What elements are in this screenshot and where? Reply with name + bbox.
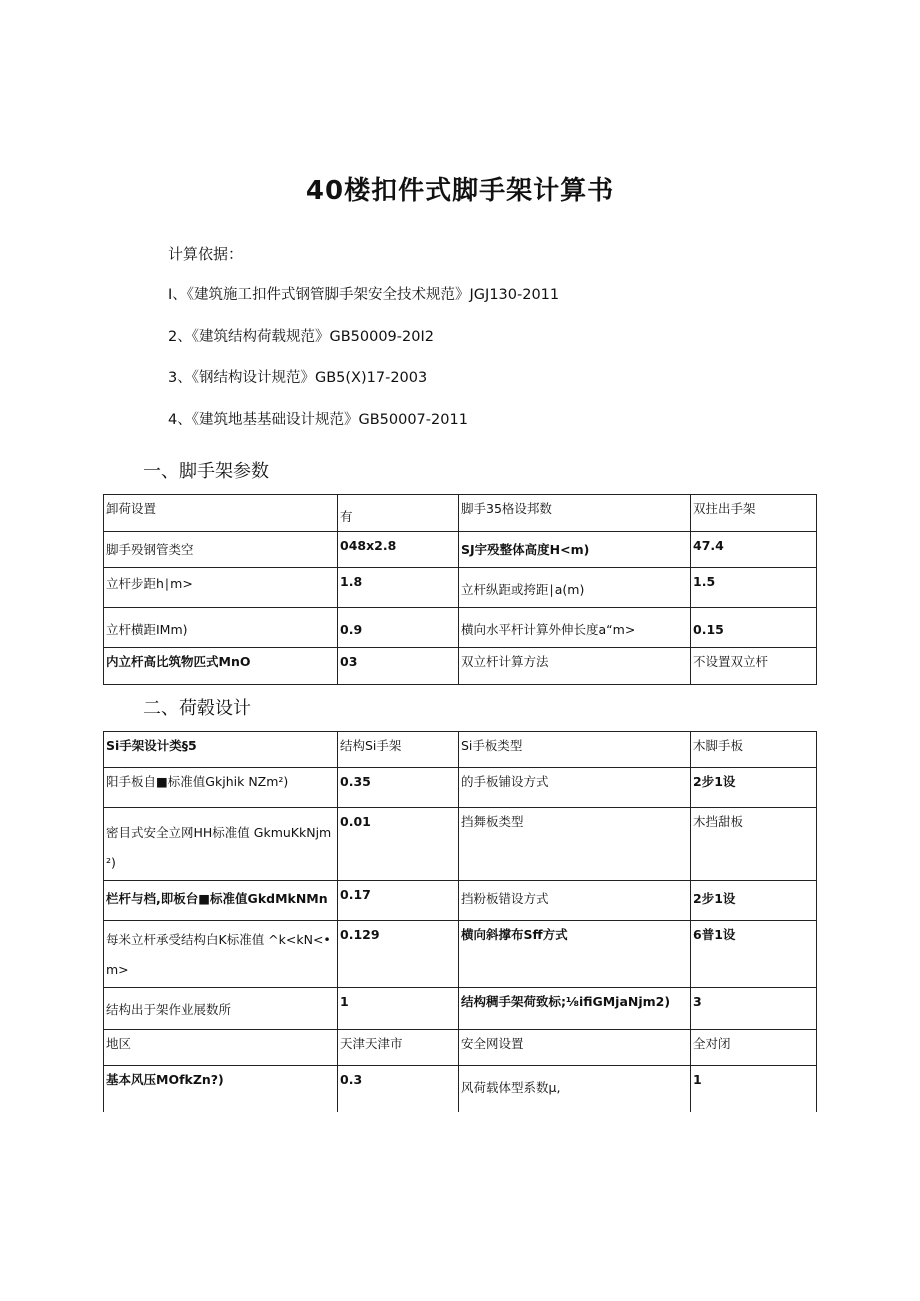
table-cell: 0.9: [338, 608, 459, 648]
table-cell: 不设置双立杆: [691, 648, 817, 685]
basis-item: 4、《建筑地基基础设计规范》GB50007-2011: [168, 411, 468, 428]
table-row: [104, 608, 817, 648]
table-cell: 的手板铺设方式: [459, 768, 691, 808]
table-cell: 栏杆与档,即板台■标准值GkdMkNMn: [104, 881, 338, 921]
table-cell: 挡舞板类型: [459, 808, 691, 881]
table-cell: 1.5: [691, 568, 817, 608]
table-cell: 6普1设: [691, 921, 817, 988]
table-cell: 阳手板自■标准值Gkjhik NZm²): [104, 768, 338, 808]
table-cell: 立杆步距h∣m>: [104, 568, 338, 608]
table-row: [104, 495, 817, 532]
table-cell: 双立杆计算方法: [459, 648, 691, 685]
document-title: 40楼扣件式脚手架计算书: [305, 176, 615, 206]
basis-list: [168, 284, 559, 450]
table-cell: SJ宇殁整体高度H<m): [459, 532, 691, 568]
table-cell: 密目式安全立网HH标准值 GkmuKkNjm²): [104, 808, 338, 881]
table-cell: 0.129: [338, 921, 459, 988]
section-title-load-design: 二、荷毂设计: [143, 698, 251, 719]
table-cell: 每米立杆承受结构白K标准值 ^k<kN<•m>: [104, 921, 338, 988]
table-cell: 47.4: [691, 532, 817, 568]
table-cell: 全对闭: [691, 1030, 817, 1066]
table-cell: 木挡甜板: [691, 808, 817, 881]
table-cell: 地区: [104, 1030, 338, 1066]
table-cell: 脚手35格设邦数: [459, 495, 691, 532]
table-cell: 风荷载体型系数μ,: [459, 1066, 691, 1112]
table-cell: 木脚手板: [691, 732, 817, 768]
load-design-table: [103, 731, 817, 1112]
table-cell: 内立杆高比筑物匹式MnO: [104, 648, 338, 685]
table-cell: 1.8: [338, 568, 459, 608]
table-cell: 3: [691, 988, 817, 1030]
scaffold-params-table: [103, 494, 817, 685]
table-cell: 天津天津市: [338, 1030, 459, 1066]
table-cell: 立杆横距IMm): [104, 608, 338, 648]
table-cell: 048x2.8: [338, 532, 459, 568]
basis-item: I、《建筑施工扣件式钢管脚手架安全技术规范》JGJ130-2011: [168, 287, 560, 303]
table-cell: 1: [691, 1066, 817, 1112]
table-row: [104, 732, 817, 768]
table-row: [104, 808, 817, 881]
table-cell: 双拄出手架: [691, 495, 817, 532]
table-cell: 横向水平杆计算外伸长度a“m>: [459, 608, 691, 648]
basis-item: 3、《钢结构设计规范》GB5(X)17-2003: [168, 370, 428, 386]
section-title-scaffold-params: 一、脚手架参数: [143, 461, 269, 482]
table-cell: 安全网设置: [459, 1030, 691, 1066]
table-cell: 2步1设: [691, 768, 817, 808]
table-cell: 0.17: [338, 881, 459, 921]
table-row: [104, 768, 817, 808]
table-cell: 0.15: [691, 608, 817, 648]
table-cell: 横向斜撑布Sff方式: [459, 921, 691, 988]
table-cell: 结构出于架作业展数所: [104, 988, 338, 1030]
table-row: [104, 532, 817, 568]
table-cell: 立杆纵距或挎距∣a(m): [459, 568, 691, 608]
table-row: [104, 1066, 817, 1112]
table-row: [104, 881, 817, 921]
table-cell: 0.3: [338, 1066, 459, 1112]
table-cell: 结构稠手架荷致标;⅛ifiGMjaNjm2): [459, 988, 691, 1030]
table-cell: 0.01: [338, 808, 459, 881]
table-row: [104, 568, 817, 608]
table-cell: 基本风压MOfkZn?): [104, 1066, 338, 1112]
table-cell: 有: [338, 495, 459, 532]
table-row: [104, 648, 817, 685]
table-cell: 1: [338, 988, 459, 1030]
basis-label: 计算依据：: [168, 245, 244, 263]
table-cell: 挡粉板错设方式: [459, 881, 691, 921]
table-row: [104, 1030, 817, 1066]
table-row: [104, 921, 817, 988]
table-cell: 结构Si手架: [338, 732, 459, 768]
table-cell: 03: [338, 648, 459, 685]
table-cell: 脚手殁钢管类空: [104, 532, 338, 568]
table-cell: 2步1设: [691, 881, 817, 921]
table-row: [104, 988, 817, 1030]
table-cell: 0.35: [338, 768, 459, 808]
table-cell: Si手板类型: [459, 732, 691, 768]
table-cell: Si手架设计类§5: [104, 732, 338, 768]
basis-item: 2、《建筑结构荷载规范》GB50009-20I2: [168, 328, 434, 345]
table-cell: 卸荷设置: [104, 495, 338, 532]
